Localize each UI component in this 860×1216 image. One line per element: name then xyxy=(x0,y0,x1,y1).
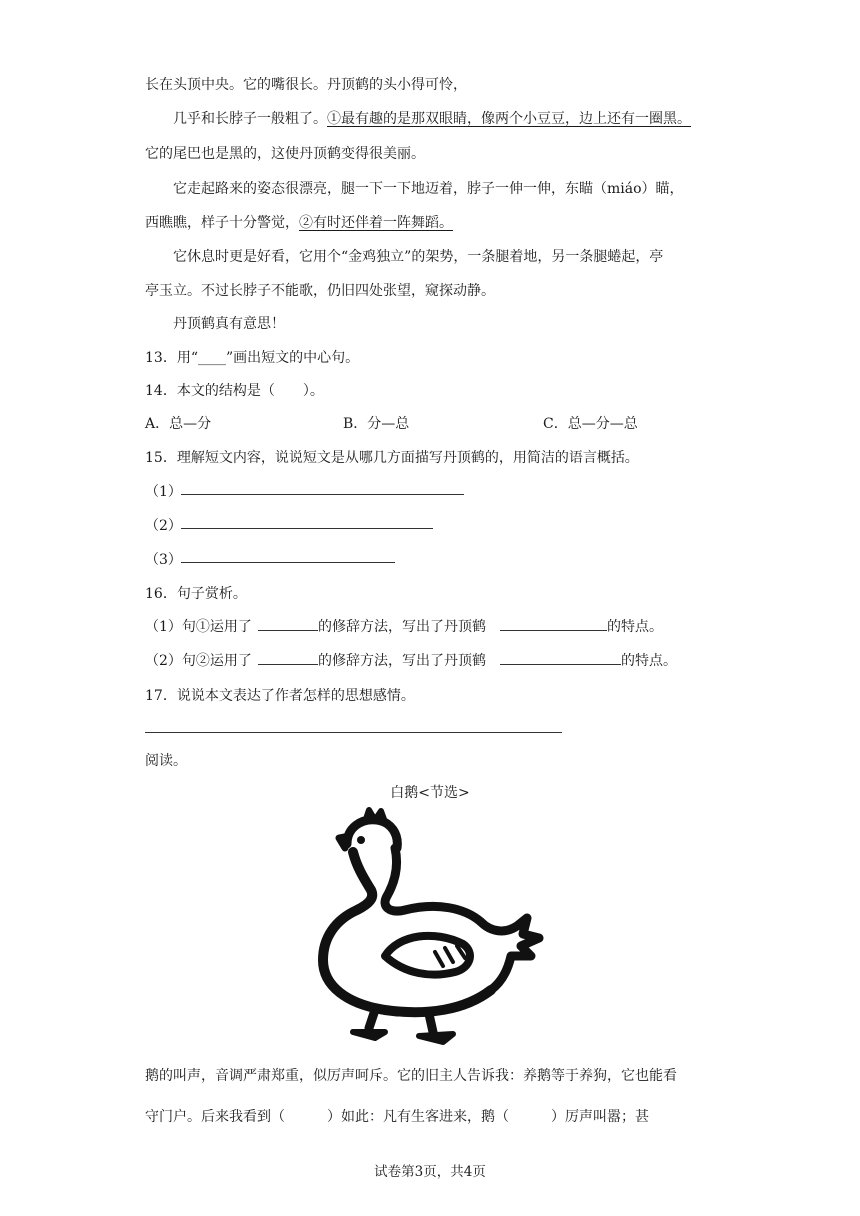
goose-illustration-icon xyxy=(295,806,565,1051)
reading-line: 鹅的叫声，音调严肃郑重，似厉声呵斥。它的旧主人告诉我：养鹅等于养狗，它也能看 xyxy=(145,1068,677,1084)
answer-label-2: （2） xyxy=(145,518,182,534)
passage-text: 几乎和长脖子一般粗了。 xyxy=(173,111,327,127)
question-16: 16．句子赏析。 xyxy=(145,586,247,602)
answer-blank-17[interactable] xyxy=(145,732,562,733)
passage-line: 长在头顶中央。它的嘴很长。丹顶鹤的头小得可怜， xyxy=(145,77,467,93)
question-16-2-text-b: 的修辞方法，写出了丹顶鹤 xyxy=(318,653,486,669)
passage-line xyxy=(173,108,691,128)
answer-label-1: （1） xyxy=(145,484,182,500)
answer-blank-15-2[interactable] xyxy=(181,528,433,529)
passage-line: 它休息时更是好看，它用个“金鸡独立”的架势，一条腿着地，另一条腿蜷起，亭 xyxy=(173,249,664,265)
answer-blank-15-3[interactable] xyxy=(181,562,395,563)
question-16-1-text-c: 的特点。 xyxy=(607,619,663,635)
answer-blank-15-1[interactable] xyxy=(181,494,464,495)
question-17: 17．说说本文表达了作者怎样的思想感情。 xyxy=(145,688,415,704)
choice-c[interactable]: C．总—分—总 xyxy=(543,416,638,432)
page-footer: 试卷第3页，共4页 xyxy=(374,1164,486,1180)
question-16-2-text-a: （2）句②运用了 xyxy=(145,653,252,669)
answer-blank-16-1-feature[interactable] xyxy=(500,630,607,631)
answer-label-3: （3） xyxy=(145,552,182,568)
passage-line xyxy=(145,212,453,232)
passage-line: 丹顶鹤真有意思！ xyxy=(173,316,285,332)
passage-line: 亭玉立。不过长脖子不能歌，仍旧四处张望，窥探动静。 xyxy=(145,283,495,299)
passage-line: 它的尾巴也是黑的，这使丹顶鹤变得很美丽。 xyxy=(145,146,425,162)
reading-title: 白鹅<节选> xyxy=(390,785,470,801)
answer-blank-16-1-rhetoric[interactable] xyxy=(258,630,318,631)
passage-text: 西瞧瞧，样子十分警觉， xyxy=(145,215,299,231)
sentence-1-underlined: ①最有趣的是那双眼睛，像两个小豆豆，边上还有一圈黑。 xyxy=(327,111,691,127)
question-16-1-text-a: （1）句①运用了 xyxy=(145,619,252,635)
reading-label: 阅读。 xyxy=(145,753,187,769)
answer-blank-16-2-feature[interactable] xyxy=(500,664,621,665)
question-14: 14．本文的结构是（ ）。 xyxy=(145,383,324,399)
sentence-2-underlined: ②有时还伴着一阵舞蹈。 xyxy=(299,215,453,231)
passage-line: 它走起路来的姿态很漂亮，腿一下一下地迈着，脖子一伸一伸，东瞄（miáo）瞄， xyxy=(173,181,684,197)
reading-line: 守门户。后来我看到（ ）如此：凡有生客进来，鹅（ ）厉声叫嚣；甚 xyxy=(145,1109,649,1125)
answer-blank-16-2-rhetoric[interactable] xyxy=(258,664,318,665)
question-13: 13．用“____”画出短文的中心句。 xyxy=(145,350,360,366)
question-16-2-text-c: 的特点。 xyxy=(621,653,677,669)
question-15: 15．理解短文内容，说说短文是从哪几方面描写丹顶鹤的，用简洁的语言概括。 xyxy=(145,450,639,466)
choice-b[interactable]: B．分—总 xyxy=(343,416,410,432)
question-16-1-text-b: 的修辞方法，写出了丹顶鹤 xyxy=(318,619,486,635)
choice-a[interactable]: A．总—分 xyxy=(145,416,212,432)
